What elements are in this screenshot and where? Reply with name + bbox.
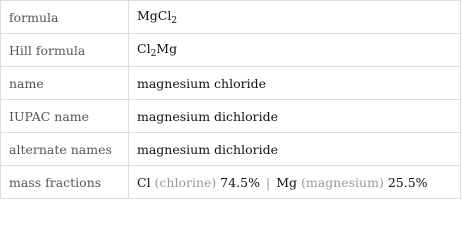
table-row-alternate-names bbox=[1, 133, 461, 166]
formula-subscript: 2 bbox=[150, 49, 157, 59]
separator: | bbox=[266, 174, 271, 190]
element-symbol: Mg bbox=[276, 174, 298, 190]
row-label: alternate names bbox=[1, 133, 129, 166]
formula-part: Mg bbox=[156, 41, 178, 56]
row-label: mass fractions bbox=[1, 166, 129, 199]
formula-value bbox=[129, 1, 461, 34]
alternate-names-value: magnesium dichloride bbox=[129, 133, 461, 166]
formula-part: Cl bbox=[137, 41, 151, 56]
row-label: IUPAC name bbox=[1, 100, 129, 133]
table-row-name bbox=[1, 67, 461, 100]
name-value: magnesium chloride bbox=[129, 67, 461, 100]
table-row-formula bbox=[1, 1, 461, 34]
element-name: (chlorine) bbox=[154, 174, 217, 190]
row-label: name bbox=[1, 67, 129, 100]
mass-fractions-value bbox=[129, 166, 461, 199]
element-percent: 74.5% bbox=[220, 174, 260, 190]
element-name: (magnesium) bbox=[301, 174, 384, 190]
row-label: Hill formula bbox=[1, 34, 129, 67]
hill-formula-value bbox=[129, 34, 461, 67]
row-label: formula bbox=[1, 1, 129, 34]
table-row-iupac-name bbox=[1, 100, 461, 133]
table-row-hill-formula bbox=[1, 34, 461, 67]
element-symbol: Cl bbox=[137, 174, 151, 190]
formula-part: MgCl bbox=[137, 8, 172, 23]
formula-subscript: 2 bbox=[171, 16, 178, 26]
iupac-name-value: magnesium dichloride bbox=[129, 100, 461, 133]
table-row-mass-fractions bbox=[1, 166, 461, 199]
element-percent: 25.5% bbox=[387, 174, 428, 190]
